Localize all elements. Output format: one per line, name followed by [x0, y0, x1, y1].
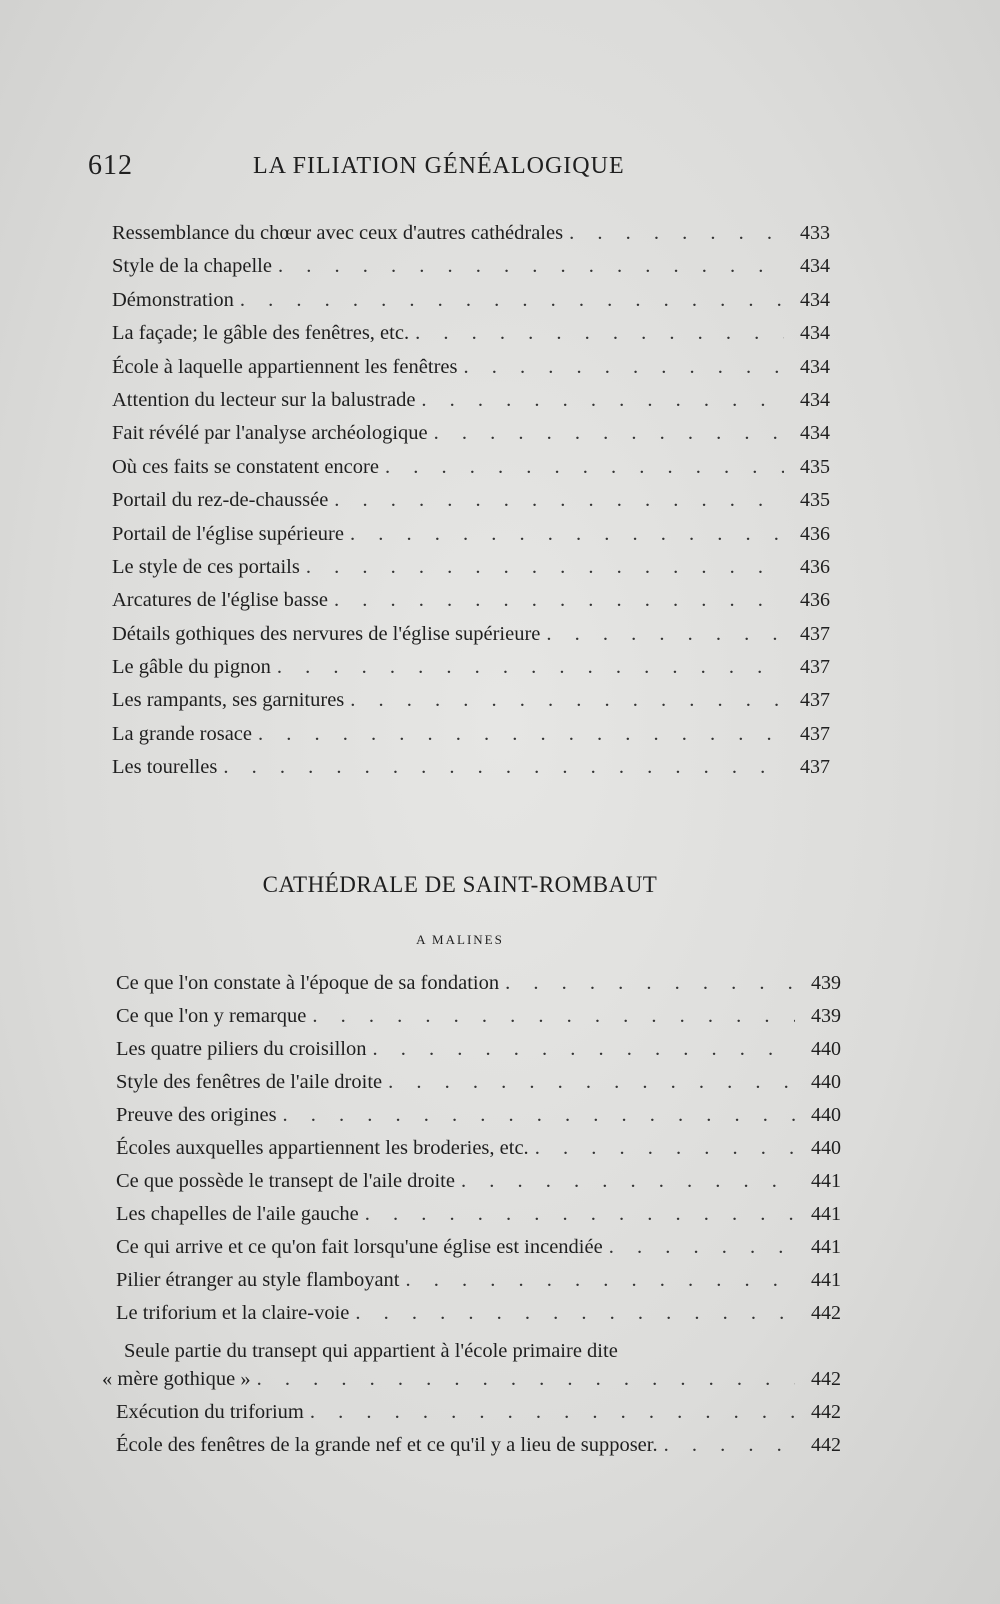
toc-entry: [112, 623, 830, 656]
dot-leader: [609, 1236, 795, 1259]
toc-entry-label: Le triforium et la claire-voie: [116, 1302, 350, 1324]
toc-entry-label: Les tourelles: [112, 756, 218, 779]
toc-entry-label: Style de la chapelle: [112, 255, 272, 278]
toc-entry-page: 441: [811, 1269, 841, 1291]
dot-leader: [240, 289, 784, 312]
toc-entry-page: 435: [800, 455, 830, 478]
toc-entry-label: Attention du lecteur sur la balustrade: [112, 388, 416, 411]
toc-entry-page: 435: [800, 489, 830, 512]
toc-entry: [112, 589, 830, 622]
dot-leader: [415, 322, 784, 345]
dot-leader: [535, 1137, 795, 1160]
toc-entry-label: École à laquelle appartiennent les fenêtres: [112, 355, 458, 378]
toc-entry: [116, 1302, 841, 1335]
toc-entry: [116, 1203, 841, 1236]
dot-leader: [334, 589, 784, 612]
toc-entry: [116, 1104, 841, 1137]
dot-leader: [373, 1038, 796, 1061]
toc-entry-label: Les rampants, ses garnitures: [112, 689, 345, 712]
toc-entry-page: 436: [800, 589, 830, 612]
toc-entry-label: Les quatre piliers du croisillon: [116, 1038, 367, 1060]
toc-list-second: [102, 972, 841, 1467]
toc-entry-label: Où ces faits se constatent encore: [112, 455, 379, 478]
toc-entry-page: 436: [800, 555, 830, 578]
toc-entry: [116, 1038, 841, 1071]
toc-entry: [112, 222, 830, 255]
dot-leader: [388, 1071, 795, 1094]
toc-entry: [112, 656, 830, 689]
toc-entry: [112, 456, 830, 489]
toc-entry-page: 440: [811, 1104, 841, 1126]
toc-entry-page: 442: [811, 1368, 841, 1390]
dot-leader: [277, 656, 784, 679]
toc-entry-label: La grande rosace: [112, 722, 252, 745]
toc-entry-label: « mère gothique »: [102, 1368, 251, 1390]
toc-entry: [116, 1005, 841, 1038]
toc-entry-label: Style des fenêtres de l'aile droite: [116, 1071, 383, 1093]
toc-entry: [116, 1401, 841, 1434]
toc-entry-page: 436: [800, 522, 830, 545]
toc-entry-label: Exécution du triforium: [116, 1401, 304, 1423]
toc-entry: [112, 756, 830, 789]
toc-entry-page: 441: [811, 1203, 841, 1225]
toc-entry-label: Ce que l'on y remarque: [116, 1005, 307, 1027]
toc-entry: [112, 689, 830, 722]
toc-entry-label: Portail du rez-de-chaussée: [112, 489, 329, 512]
toc-entry-label: Le gâble du pignon: [112, 656, 271, 679]
toc-entry-page: 434: [800, 355, 830, 378]
dot-leader: [365, 1203, 795, 1226]
dot-leader: [461, 1170, 795, 1193]
dot-leader: [463, 356, 784, 379]
toc-entry-page: 441: [811, 1170, 841, 1192]
toc-entry-label: Démonstration: [112, 288, 234, 311]
page-number: 612: [88, 150, 133, 181]
toc-entry-page: 440: [811, 1137, 841, 1159]
toc-entry-page: 437: [800, 756, 830, 779]
running-title: LA FILIATION GÉNÉALOGIQUE: [253, 153, 625, 179]
toc-entry-page: 439: [811, 972, 841, 994]
toc-entry: [112, 556, 830, 589]
dot-leader: [355, 1302, 795, 1325]
toc-entry-label: Ce que l'on constate à l'époque de sa fondation: [116, 972, 500, 994]
toc-entry-label: Pilier étranger au style flamboyant: [116, 1269, 400, 1291]
toc-entry-page: 442: [811, 1434, 841, 1456]
toc-entry-label: La façade; le gâble des fenêtres, etc.: [112, 322, 410, 345]
dot-leader: [505, 972, 795, 995]
toc-entry-page: 441: [811, 1236, 841, 1258]
toc-entry-page: 437: [800, 656, 830, 679]
toc-entry: [112, 255, 830, 288]
dot-leader: [223, 756, 784, 779]
dot-leader: [569, 222, 784, 245]
dot-leader: [350, 523, 784, 546]
toc-entry-page: 439: [811, 1005, 841, 1027]
toc-entry-label: École des fenêtres de la grande nef et ce qu'il y a lieu de supposer.: [116, 1434, 658, 1456]
toc-entry-label: Le style de ces portails: [112, 555, 300, 578]
toc-entry: [112, 389, 830, 422]
toc-entry-page: 437: [800, 622, 830, 645]
toc-entry: [112, 422, 830, 455]
toc-entry-label: Portail de l'église supérieure: [112, 522, 344, 545]
toc-entry: [116, 1434, 841, 1467]
toc-entry: [116, 1236, 841, 1269]
dot-leader: [434, 422, 784, 445]
dot-leader: [283, 1104, 795, 1127]
toc-entry-page: 434: [800, 255, 830, 278]
toc-entry-wrapped-second-line: [102, 1368, 841, 1401]
toc-entry-page: 433: [800, 222, 830, 244]
toc-entry-page: 434: [800, 322, 830, 345]
toc-entry: [112, 322, 830, 355]
toc-entry: [112, 523, 830, 556]
toc-entry: [116, 1170, 841, 1203]
toc-entry-page: 440: [811, 1038, 841, 1060]
dot-leader: [310, 1401, 795, 1424]
toc-entry-label: Ressemblance du chœur avec ceux d'autres cathédrales: [112, 222, 564, 244]
dot-leader: [664, 1434, 795, 1457]
toc-entry: [116, 1269, 841, 1302]
toc-entry: [112, 489, 830, 522]
toc-entry-label: Les chapelles de l'aile gauche: [116, 1203, 359, 1225]
toc-entry-page: 442: [811, 1401, 841, 1423]
toc-entry-wrapped-first-line: Seule partie du transept qui appartient à l'école primaire dite: [124, 1340, 618, 1362]
toc-entry: [116, 1137, 841, 1170]
toc-entry-page: 434: [800, 388, 830, 411]
dot-leader: [278, 255, 784, 278]
toc-entry: [116, 1071, 841, 1104]
toc-entry-page: 434: [800, 288, 830, 311]
toc-entry-label: Arcatures de l'église basse: [112, 589, 329, 612]
dot-leader: [406, 1269, 796, 1292]
dot-leader: [385, 456, 784, 479]
toc-entry-page: 437: [800, 689, 830, 712]
dot-leader: [257, 1368, 795, 1391]
toc-entry-page: 440: [811, 1071, 841, 1093]
toc-entry-label: Preuve des origines: [116, 1104, 277, 1126]
toc-entry: [112, 356, 830, 389]
dot-leader: [546, 623, 784, 646]
section-title: CATHÉDRALE DE SAINT-ROMBAUT: [262, 872, 658, 897]
dot-leader: [350, 689, 784, 712]
toc-entry: [116, 972, 841, 1005]
toc-entry-label: Fait révélé par l'analyse archéologique: [112, 422, 428, 445]
toc-entry-page: 434: [800, 422, 830, 445]
toc-entry-label: Détails gothiques des nervures de l'église supérieure: [112, 622, 541, 645]
toc-entry-label: Ce qui arrive et ce qu'on fait lorsqu'une église est incendiée: [116, 1236, 603, 1258]
section-subtitle: A MALINES: [416, 932, 504, 947]
page-header: [88, 150, 678, 190]
dot-leader: [258, 723, 784, 746]
dot-leader: [306, 556, 784, 579]
toc-entry-label: Ce que possède le transept de l'aile droite: [116, 1170, 455, 1192]
dot-leader: [312, 1005, 795, 1028]
dot-leader: [421, 389, 784, 412]
dot-leader: [334, 489, 784, 512]
toc-list-first: [112, 222, 830, 790]
toc-entry: [112, 289, 830, 322]
toc-entry-page: 442: [811, 1302, 841, 1324]
toc-entry: [112, 723, 830, 756]
toc-entry-page: 437: [800, 722, 830, 745]
toc-entry-label: Écoles auxquelles appartiennent les broderies, etc.: [116, 1137, 529, 1159]
